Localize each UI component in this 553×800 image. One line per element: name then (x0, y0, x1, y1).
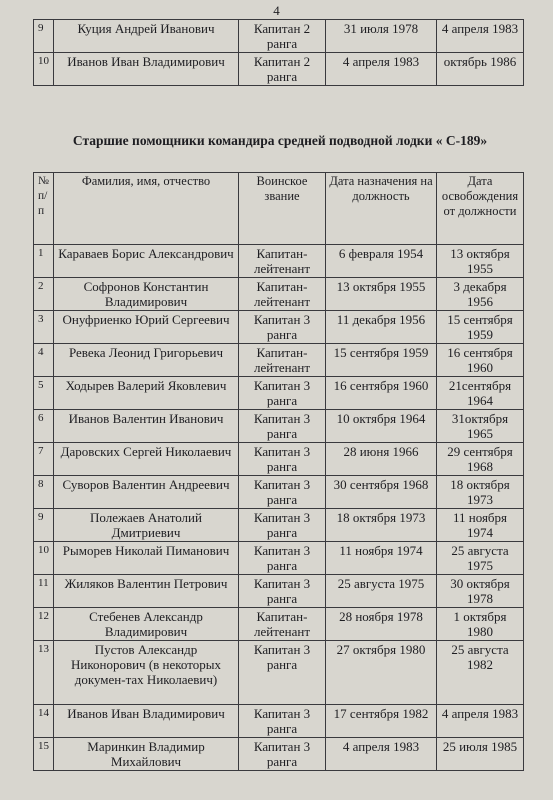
cell-name: Стебенев Александр Владимирович (54, 608, 239, 641)
cell-rank: Капитан 3 ранга (239, 641, 326, 705)
cell-num: 15 (34, 738, 54, 771)
cell-num: 4 (34, 344, 54, 377)
cell-appointed: 11 ноября 1974 (326, 542, 437, 575)
cell-appointed: 28 ноября 1978 (326, 608, 437, 641)
cell-num: 10 (34, 53, 54, 86)
cell-released: 11 ноября 1974 (437, 509, 524, 542)
cell-num: 7 (34, 443, 54, 476)
cell-name: Суворов Валентин Андреевич (54, 476, 239, 509)
cell-appointed: 31 июля 1978 (326, 20, 437, 53)
cell-appointed: 27 октября 1980 (326, 641, 437, 705)
cell-released: 1 октября 1980 (437, 608, 524, 641)
cell-rank: Капитан 3 ранга (239, 705, 326, 738)
section-heading: Старшие помощники командира средней подводной лодки « С-189» (72, 133, 488, 148)
cell-num: 1 (34, 245, 54, 278)
first-officers-table (33, 172, 524, 771)
cell-rank: Капитан 2 ранга (239, 53, 326, 86)
cell-rank: Капитан-лейтенант (239, 608, 326, 641)
cell-released: октябрь 1986 (437, 53, 524, 86)
table-row (34, 443, 524, 476)
cell-appointed: 6 февраля 1954 (326, 245, 437, 278)
cell-name: Ревека Леонид Григорьевич (54, 344, 239, 377)
cell-rank: Капитан 3 ранга (239, 443, 326, 476)
cell-rank: Капитан 2 ранга (239, 20, 326, 53)
table-row (34, 738, 524, 771)
cell-num: 3 (34, 311, 54, 344)
cell-name: Полежаев Анатолий Дмитриевич (54, 509, 239, 542)
cell-num: 14 (34, 705, 54, 738)
header-appointed: Дата назначения на должность (326, 173, 437, 245)
table-row (34, 608, 524, 641)
table-row (34, 575, 524, 608)
previous-commanders-table (33, 19, 524, 86)
cell-name: Куция Андрей Иванович (54, 20, 239, 53)
cell-released: 15 сентября 1959 (437, 311, 524, 344)
page-number: 4 (273, 3, 280, 18)
cell-name: Пустов Александр Никонорович (в некоторых докумен-тах Николаевич) (54, 641, 239, 705)
cell-name: Иванов Валентин Иванович (54, 410, 239, 443)
cell-appointed: 10 октября 1964 (326, 410, 437, 443)
cell-num: 5 (34, 377, 54, 410)
table-row (34, 410, 524, 443)
cell-rank: Капитан 3 ранга (239, 476, 326, 509)
cell-name: Иванов Иван Владимирович (54, 705, 239, 738)
cell-rank: Капитан 3 ранга (239, 410, 326, 443)
cell-appointed: 11 декабря 1956 (326, 311, 437, 344)
cell-appointed: 28 июня 1966 (326, 443, 437, 476)
cell-appointed: 18 октября 1973 (326, 509, 437, 542)
table-row (34, 53, 524, 86)
cell-name: Рыморев Николай Пиманович (54, 542, 239, 575)
cell-name: Маринкин Владимир Михайлович (54, 738, 239, 771)
table-row (34, 245, 524, 278)
cell-released: 25 августа 1982 (437, 641, 524, 705)
cell-appointed: 16 сентября 1960 (326, 377, 437, 410)
cell-released: 4 апреля 1983 (437, 20, 524, 53)
cell-appointed: 17 сентября 1982 (326, 705, 437, 738)
cell-name: Софронов Константин Владимирович (54, 278, 239, 311)
cell-released: 25 августа 1975 (437, 542, 524, 575)
cell-num: 11 (34, 575, 54, 608)
table-header-row (34, 173, 524, 245)
table-row (34, 20, 524, 53)
cell-rank: Капитан 3 ранга (239, 377, 326, 410)
header-name: Фамилия, имя, отчество (54, 173, 239, 245)
cell-num: 10 (34, 542, 54, 575)
cell-name: Жиляков Валентин Петрович (54, 575, 239, 608)
cell-rank: Капитан 3 ранга (239, 738, 326, 771)
cell-appointed: 4 апреля 1983 (326, 53, 437, 86)
table-row (34, 476, 524, 509)
cell-appointed: 4 апреля 1983 (326, 738, 437, 771)
cell-released: 13 октября 1955 (437, 245, 524, 278)
cell-name: Даровских Сергей Николаевич (54, 443, 239, 476)
cell-rank: Капитан-лейтенант (239, 278, 326, 311)
cell-num: 9 (34, 509, 54, 542)
cell-name: Караваев Борис Александрович (54, 245, 239, 278)
table-row (34, 344, 524, 377)
table-row (34, 641, 524, 705)
table-row (34, 509, 524, 542)
header-released: Дата освобождения от должности (437, 173, 524, 245)
header-num: № п/п (34, 173, 54, 245)
cell-released: 18 октября 1973 (437, 476, 524, 509)
table-row (34, 278, 524, 311)
cell-released: 3 декабря 1956 (437, 278, 524, 311)
cell-appointed: 30 сентября 1968 (326, 476, 437, 509)
table-row (34, 311, 524, 344)
cell-rank: Капитан-лейтенант (239, 344, 326, 377)
cell-num: 2 (34, 278, 54, 311)
cell-released: 29 сентября 1968 (437, 443, 524, 476)
table-row (34, 377, 524, 410)
cell-name: Онуфриенко Юрий Сергеевич (54, 311, 239, 344)
cell-num: 8 (34, 476, 54, 509)
cell-appointed: 15 сентября 1959 (326, 344, 437, 377)
cell-released: 4 апреля 1983 (437, 705, 524, 738)
cell-name: Ходырев Валерий Яковлевич (54, 377, 239, 410)
cell-rank: Капитан-лейтенант (239, 245, 326, 278)
cell-appointed: 13 октября 1955 (326, 278, 437, 311)
cell-appointed: 25 августа 1975 (326, 575, 437, 608)
cell-num: 12 (34, 608, 54, 641)
cell-released: 30 октября 1978 (437, 575, 524, 608)
cell-num: 13 (34, 641, 54, 705)
cell-released: 31октября 1965 (437, 410, 524, 443)
cell-released: 21сентября 1964 (437, 377, 524, 410)
cell-rank: Капитан 3 ранга (239, 311, 326, 344)
cell-rank: Капитан 3 ранга (239, 575, 326, 608)
cell-rank: Капитан 3 ранга (239, 509, 326, 542)
cell-num: 6 (34, 410, 54, 443)
cell-num: 9 (34, 20, 54, 53)
cell-released: 25 июля 1985 (437, 738, 524, 771)
table-row (34, 542, 524, 575)
cell-rank: Капитан 3 ранга (239, 542, 326, 575)
cell-name: Иванов Иван Владимирович (54, 53, 239, 86)
table-row (34, 705, 524, 738)
header-rank: Воинское звание (239, 173, 326, 245)
cell-released: 16 сентября 1960 (437, 344, 524, 377)
